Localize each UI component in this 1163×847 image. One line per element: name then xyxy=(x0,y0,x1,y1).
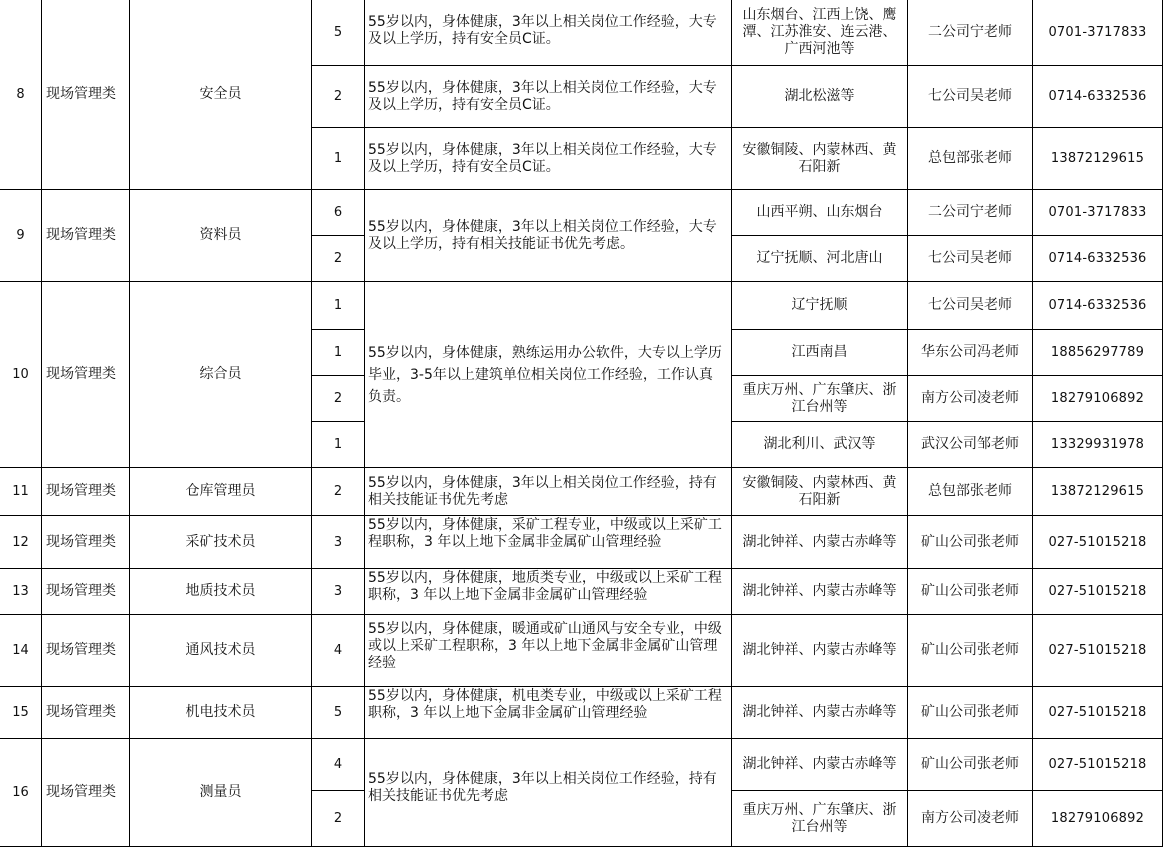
location-cell: 湖北利川、武汉等 xyxy=(732,422,908,468)
row-number: 16 xyxy=(0,739,42,847)
contact-cell: 二公司宁老师 xyxy=(908,190,1033,236)
category-cell: 现场管理类 xyxy=(42,615,130,687)
headcount-cell: 3 xyxy=(312,569,365,615)
location-cell: 江西南昌 xyxy=(732,330,908,376)
location-cell: 安徽铜陵、内蒙林西、黄石阳新 xyxy=(732,468,908,516)
phone-cell: 0714-6332536 xyxy=(1033,66,1163,128)
category-cell: 现场管理类 xyxy=(42,468,130,516)
row-number: 10 xyxy=(0,282,42,468)
requirement-cell: 55岁以内，身体健康，3年以上相关岗位工作经验，大专及以上学历，持有相关技能证书优先考虑。 xyxy=(365,190,732,282)
headcount-cell: 2 xyxy=(312,791,365,847)
category-cell: 现场管理类 xyxy=(42,190,130,282)
requirement-cell: 55岁以内，身体健康，3年以上相关岗位工作经验，持有相关技能证书优先考虑 xyxy=(365,468,732,516)
headcount-cell: 2 xyxy=(312,468,365,516)
requirement-cell: 55岁以内，身体健康，采矿工程专业，中级或以上采矿工程职称，3 年以上地下金属非金属矿山管理经验 xyxy=(365,516,732,569)
contact-cell: 华东公司冯老师 xyxy=(908,330,1033,376)
requirement-cell: 55岁以内，身体健康，暖通或矿山通风与安全专业，中级或以上采矿工程职称，3 年以上地下金属非金属矿山管理经验 xyxy=(365,615,732,687)
contact-cell: 矿山公司张老师 xyxy=(908,739,1033,791)
phone-cell: 027-51015218 xyxy=(1033,615,1163,687)
location-cell: 重庆万州、广东肇庆、浙江台州等 xyxy=(732,791,908,847)
phone-cell: 13872129615 xyxy=(1033,128,1163,190)
requirement-cell: 55岁以内，身体健康，3年以上相关岗位工作经验，大专及以上学历，持有安全员C证。 xyxy=(365,0,732,66)
requirement-cell: 55岁以内，身体健康，机电类专业，中级或以上采矿工程职称，3 年以上地下金属非金属矿山管理经验 xyxy=(365,687,732,739)
row-number: 13 xyxy=(0,569,42,615)
phone-cell: 18279106892 xyxy=(1033,376,1163,422)
contact-cell: 矿山公司张老师 xyxy=(908,687,1033,739)
contact-cell: 矿山公司张老师 xyxy=(908,516,1033,569)
row-number: 8 xyxy=(0,0,42,190)
location-cell: 山东烟台、江西上饶、鹰潭、江苏淮安、连云港、广西河池等 xyxy=(732,0,908,66)
headcount-cell: 5 xyxy=(312,687,365,739)
position-cell: 机电技术员 xyxy=(130,687,312,739)
contact-cell: 武汉公司邹老师 xyxy=(908,422,1033,468)
requirement-cell: 55岁以内，身体健康，3年以上相关岗位工作经验，大专及以上学历，持有安全员C证。 xyxy=(365,128,732,190)
row-number: 11 xyxy=(0,468,42,516)
position-cell: 综合员 xyxy=(130,282,312,468)
phone-cell: 13872129615 xyxy=(1033,468,1163,516)
headcount-cell: 2 xyxy=(312,376,365,422)
requirement-cell: 55岁以内，身体健康，3年以上相关岗位工作经验，持有相关技能证书优先考虑 xyxy=(365,739,732,847)
contact-cell: 总包部张老师 xyxy=(908,128,1033,190)
phone-cell: 0714-6332536 xyxy=(1033,282,1163,330)
row-number: 9 xyxy=(0,190,42,282)
phone-cell: 13329931978 xyxy=(1033,422,1163,468)
location-cell: 重庆万州、广东肇庆、浙江台州等 xyxy=(732,376,908,422)
position-cell: 仓库管理员 xyxy=(130,468,312,516)
location-cell: 辽宁抚顺 xyxy=(732,282,908,330)
requirement-cell: 55岁以内，身体健康，3年以上相关岗位工作经验，大专及以上学历，持有安全员C证。 xyxy=(365,66,732,128)
headcount-cell: 2 xyxy=(312,236,365,282)
contact-cell: 南方公司凌老师 xyxy=(908,791,1033,847)
phone-cell: 18856297789 xyxy=(1033,330,1163,376)
contact-cell: 七公司吴老师 xyxy=(908,66,1033,128)
phone-cell: 027-51015218 xyxy=(1033,687,1163,739)
headcount-cell: 2 xyxy=(312,66,365,128)
phone-cell: 0701-3717833 xyxy=(1033,190,1163,236)
position-cell: 地质技术员 xyxy=(130,569,312,615)
location-cell: 辽宁抚顺、河北唐山 xyxy=(732,236,908,282)
headcount-cell: 1 xyxy=(312,422,365,468)
row-number: 15 xyxy=(0,687,42,739)
phone-cell: 027-51015218 xyxy=(1033,516,1163,569)
headcount-cell: 1 xyxy=(312,128,365,190)
headcount-cell: 3 xyxy=(312,516,365,569)
position-cell: 通风技术员 xyxy=(130,615,312,687)
contact-cell: 矿山公司张老师 xyxy=(908,615,1033,687)
location-cell: 安徽铜陵、内蒙林西、黄石阳新 xyxy=(732,128,908,190)
row-number: 12 xyxy=(0,516,42,569)
headcount-cell: 5 xyxy=(312,0,365,66)
location-cell: 山西平朔、山东烟台 xyxy=(732,190,908,236)
location-cell: 湖北钟祥、内蒙古赤峰等 xyxy=(732,615,908,687)
headcount-cell: 1 xyxy=(312,330,365,376)
phone-cell: 0714-6332536 xyxy=(1033,236,1163,282)
location-cell: 湖北钟祥、内蒙古赤峰等 xyxy=(732,739,908,791)
category-cell: 现场管理类 xyxy=(42,739,130,847)
category-cell: 现场管理类 xyxy=(42,516,130,569)
position-cell: 采矿技术员 xyxy=(130,516,312,569)
headcount-cell: 6 xyxy=(312,190,365,236)
requirement-cell: 55岁以内，身体健康，地质类专业，中级或以上采矿工程职称，3 年以上地下金属非金属矿山管理经验 xyxy=(365,569,732,615)
category-cell: 现场管理类 xyxy=(42,687,130,739)
phone-cell: 027-51015218 xyxy=(1033,739,1163,791)
category-cell: 现场管理类 xyxy=(42,569,130,615)
contact-cell: 二公司宁老师 xyxy=(908,0,1033,66)
location-cell: 湖北钟祥、内蒙古赤峰等 xyxy=(732,516,908,569)
contact-cell: 南方公司凌老师 xyxy=(908,376,1033,422)
contact-cell: 七公司吴老师 xyxy=(908,236,1033,282)
contact-cell: 总包部张老师 xyxy=(908,468,1033,516)
contact-cell: 矿山公司张老师 xyxy=(908,569,1033,615)
phone-cell: 0701-3717833 xyxy=(1033,0,1163,66)
phone-cell: 18279106892 xyxy=(1033,791,1163,847)
phone-cell: 027-51015218 xyxy=(1033,569,1163,615)
position-cell: 资料员 xyxy=(130,190,312,282)
category-cell: 现场管理类 xyxy=(42,0,130,190)
position-cell: 安全员 xyxy=(130,0,312,190)
contact-cell: 七公司吴老师 xyxy=(908,282,1033,330)
requirement-cell: 55岁以内，身体健康，熟练运用办公软件，大专以上学历毕业，3-5年以上建筑单位相关岗位工作经验，工作认真负责。 xyxy=(365,282,732,468)
location-cell: 湖北钟祥、内蒙古赤峰等 xyxy=(732,569,908,615)
location-cell: 湖北钟祥、内蒙古赤峰等 xyxy=(732,687,908,739)
headcount-cell: 4 xyxy=(312,739,365,791)
position-cell: 测量员 xyxy=(130,739,312,847)
row-number: 14 xyxy=(0,615,42,687)
headcount-cell: 4 xyxy=(312,615,365,687)
location-cell: 湖北松滋等 xyxy=(732,66,908,128)
headcount-cell: 1 xyxy=(312,282,365,330)
category-cell: 现场管理类 xyxy=(42,282,130,468)
